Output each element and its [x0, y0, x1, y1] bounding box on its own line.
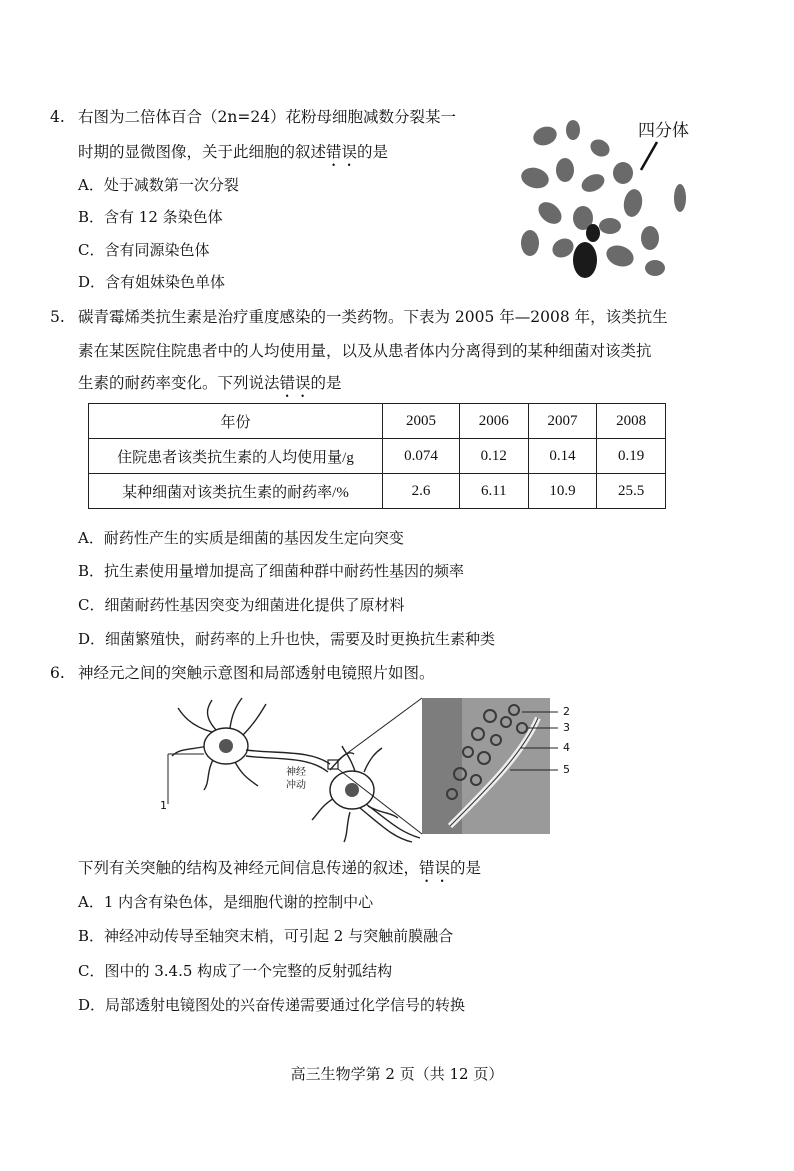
option-a: A．1 内含有染色体，是细胞代谢的控制中心 — [78, 893, 374, 911]
table-cell: 0.19 — [597, 439, 666, 474]
label-3: 3 — [563, 721, 570, 734]
page-footer: 高三生物学第 2 页（共 12 页） — [290, 1065, 504, 1083]
option-c: C．含有同源染色体 — [78, 241, 210, 259]
label-2: 2 — [563, 705, 570, 718]
emphasis-text: 错误 — [419, 859, 451, 877]
table-cell: 2007 — [528, 404, 597, 439]
label-5: 5 — [563, 763, 570, 776]
question-number: 6. — [50, 664, 65, 682]
option-d: D．局部透射电镜图处的兴奋传递需要通过化学信号的转换 — [78, 996, 466, 1014]
table-cell: 0.12 — [459, 439, 528, 474]
option-d: D．细菌繁殖快，耐药率的上升也快，需要及时更换抗生素种类 — [78, 630, 496, 648]
table-cell: 某种细菌对该类抗生素的耐药率/% — [89, 474, 383, 509]
emphasis-text: 错误 — [326, 143, 358, 161]
question-stem-line: 素在某医院住院患者中的人均使用量，以及从患者体内分离得到的某种细菌对该类抗 — [78, 342, 652, 360]
table-cell: 0.074 — [383, 439, 460, 474]
option-c: C．细菌耐药性基因突变为细菌进化提供了原材料 — [78, 596, 405, 614]
table-row — [89, 439, 666, 474]
table-cell: 0.14 — [528, 439, 597, 474]
option-c: C．图中的 3.4.5 构成了一个完整的反射弧结构 — [78, 962, 393, 980]
option-a: A．处于减数第一次分裂 — [78, 176, 239, 194]
table-cell: 2006 — [459, 404, 528, 439]
question-stem-line: 下列有关突触的结构及神经元间信息传递的叙述，错误的是 — [78, 859, 482, 877]
table-cell: 25.5 — [597, 474, 666, 509]
synapse-diagram — [150, 694, 620, 844]
table-cell: 10.9 — [528, 474, 597, 509]
label-4: 4 — [563, 741, 570, 754]
option-a: A．耐药性产生的实质是细菌的基因发生定向突变 — [78, 529, 404, 547]
question-stem-line: 右图为二倍体百合（2n=24）花粉母细胞减数分裂某一 — [78, 108, 457, 126]
table-cell: 6.11 — [459, 474, 528, 509]
question-number: 4. — [50, 108, 65, 126]
nerve-impulse-label: 神经 冲动 — [286, 767, 306, 791]
data-table — [88, 403, 666, 509]
table-cell: 年份 — [89, 404, 383, 439]
question-stem-line: 生素的耐药率变化。下列说法错误的是 — [78, 374, 342, 392]
table-row — [89, 474, 666, 509]
tetrad-label: 四分体 — [638, 121, 689, 141]
option-b: B．神经冲动传导至轴突末梢，可引起 2 与突触前膜融合 — [78, 927, 454, 945]
option-b: B．含有 12 条染色体 — [78, 208, 223, 226]
question-number: 5. — [50, 308, 65, 326]
option-d: D．含有姐妹染色单体 — [78, 273, 226, 291]
table-header-row — [89, 404, 666, 439]
question-stem-line: 碳青霉烯类抗生素是治疗重度感染的一类药物。下表为 2005 年—2008 年，该类抗生 — [78, 308, 668, 326]
question-stem-line: 神经元之间的突触示意图和局部透射电镜照片如图。 — [78, 664, 435, 682]
emphasis-text: 错误 — [279, 374, 311, 392]
option-b: B．抗生素使用量增加提高了细菌种群中耐药性基因的频率 — [78, 562, 465, 580]
table-cell: 2008 — [597, 404, 666, 439]
question-stem-line: 时期的显微图像，关于此细胞的叙述错误的是 — [78, 143, 389, 161]
table-cell: 住院患者该类抗生素的人均使用量/g — [89, 439, 383, 474]
label-1: 1 — [160, 799, 167, 812]
table-cell: 2005 — [383, 404, 460, 439]
table-cell: 2.6 — [383, 474, 460, 509]
